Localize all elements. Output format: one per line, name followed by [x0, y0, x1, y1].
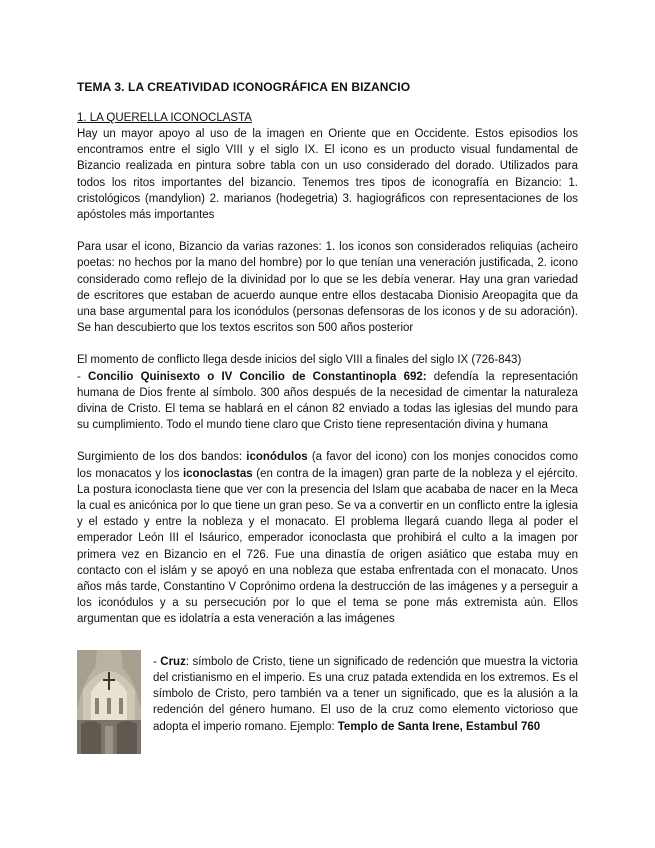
cross-text: : símbolo de Cristo, tiene un significado de redención que muestra la victoria del cristianismo en el imperio. Es una cruz patada extendida en los extremos. Es el símbolo de Cristo, pero también va a tener un significado, que es la alusión a la redención del género humano. El uso de la cruz como elemento victorioso que adopta el imperio romano. Ejemplo:	[153, 655, 578, 733]
list-dash: -	[153, 655, 161, 668]
paragraph-factions	[77, 449, 578, 627]
paragraph-conflict	[77, 352, 578, 433]
santa-irene-photo	[77, 650, 141, 754]
term-iconoclastas: iconoclastas	[182, 467, 253, 480]
cross-section	[77, 650, 578, 760]
church-interior-image	[77, 650, 141, 754]
list-dash: -	[77, 370, 89, 383]
conflict-dates-line: El momento de conflicto llega desde inicios del siglo VIII a finales del siglo IX (726-843)	[77, 354, 522, 367]
cross-description	[153, 654, 578, 735]
factions-text-3: (en contra de la imagen) gran parte de la nobleza y el ejército. La postura iconoclasta tiene que ver con la presencia del Islam que acababa de nacer en la Meca la cual es anicónica por lo que tiene un gran peso. Se va a convertir en un conflicto entre la iglesia y el estado y entre la nobleza y el monacato. El problema llegará cuando llega al poder el emperador León III el Isáurico, emperador iconoclasta que prohibirá el culto a la imagen por primera vez en Bizancio en el 726. Fue una dinastía de origen asiático que estaba muy en contacto con el islám y se apoyó en una nobleza que estaba enfrentada con el monacato. Unos años más tarde, Constantino V Coprónimo ordena la destrucción de las imágenes y a perseguir a los iconódulos y a su persecución por lo que el tema se pone más extremista aún. Ellos argumentan que es idolatría a esta veneración a las imágenes	[77, 467, 578, 626]
factions-text-2: (a favor del icono) con los monjes conocidos como los monacatos y los	[77, 451, 579, 480]
section-heading: 1. LA QUERELLA ICONOCLASTA	[77, 112, 252, 124]
example-santa-irene: Templo de Santa Irene, Estambul 760	[337, 720, 541, 733]
council-name: Concilio Quinisexto o IV Concilio de Constantinopla 692:	[88, 370, 427, 383]
page-title: TEMA 3. LA CREATIVIDAD ICONOGRÁFICA EN BIZANCIO	[77, 80, 411, 94]
paragraph-reasons: Para usar el icono, Bizancio da varias razones: 1. los iconos son considerados reliquias (acheiro poetas: no hechos por la mano del hombre) por lo que tenían una veneración justificada, 2. icono considerado como reflejo de la divinidad por lo que se les debía venerar. Hay una gran variedad de escritores que estaban de acuerdo aunque entre ellos destacaba Dionisio Areopagita que da una base argumental para los iconódulos (personas defensoras de los iconos y de su adoración). Se han descubierto que los textos escritos son 500 años posterior	[77, 241, 578, 335]
term-iconodulos: iconódulos	[246, 451, 308, 464]
factions-text-1: Surgimiento de los dos bandos:	[77, 451, 247, 464]
paragraph-intro: Hay un mayor apoyo al uso de la imagen en Oriente que en Occidente. Estos episodios los encontramos entre el siglo VIII y el siglo IX. El icono es un producto visual fundamental de Bizancio realizada en pintura sobre tabla con un uso considerado del dorado. Utilizados para todos los ritos importantes del bizancio. Tenemos tres tipos de iconografía en Bizancio: 1. cristológicos (mandylion) 2. marianos (hodegetria) 3. hagiográficos con representaciones de los apóstoles más importantes	[77, 128, 578, 222]
term-cruz: Cruz	[160, 655, 186, 668]
document-content	[77, 80, 578, 760]
council-description: defendía la representación humana de Dios frente al símbolo. 300 años después de la necesidad de cimentar la naturaleza divina de Cristo. El tema se hablará en el cánon 82 enviado a todas las iglesias del mundo para su cumplimiento. Todo el mundo tiene claro que Cristo tiene representación divina y humana	[77, 370, 578, 432]
